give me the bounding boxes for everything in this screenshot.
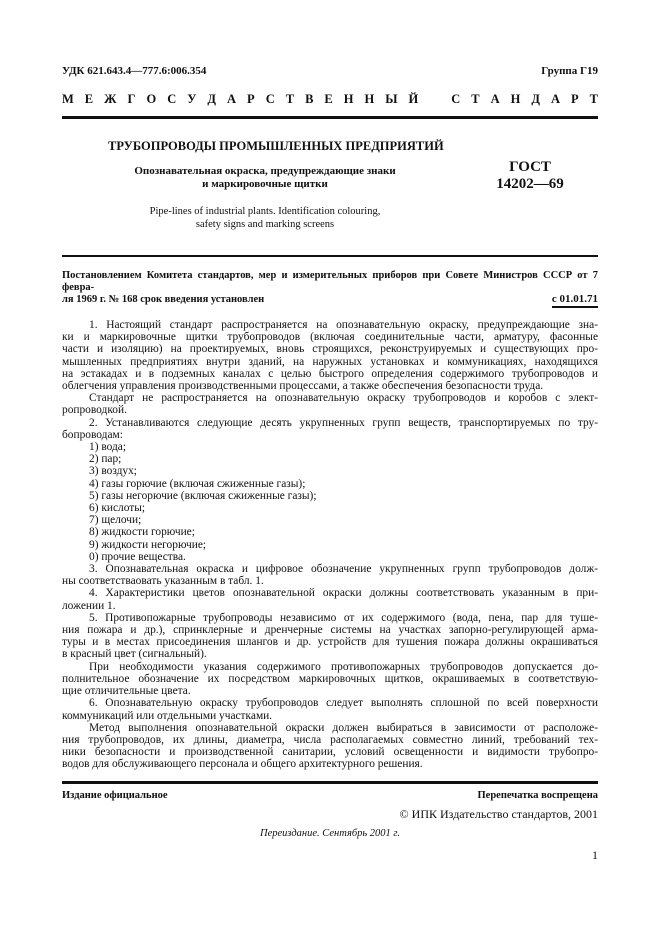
decree-text [62,270,598,307]
paragraph-line: части и изоляцию) на проектируемых, вновь строящихся, реконструируемых и существующих про- [62,343,598,356]
paragraph-line: облегчения управления производственными процессами, а также обеспечения безопасности труда. [62,380,544,393]
paragraph-line: бопроводам: [62,428,123,441]
paragraph-line: 3) воздух; [89,465,137,478]
paragraph [62,453,598,465]
subtitle-line: и маркировочные щитки [202,178,328,190]
paragraph-line: 1. Настоящий стандарт распространяется на опознавательную окраску, предупреждающие зна- [89,319,598,331]
paragraph-line: 4. Характеристики цветов опознавательной окраски должны соответствовать указанным в при- [89,587,598,600]
paragraph-line: водов для обслуживающего персонала и общего архитектурного решения. [62,758,423,771]
effective-date: с 01.01.71 [552,293,598,308]
gost-number: 14202—69 [496,176,564,192]
paragraph-line: туры и в местах присоединения шлангов и др. устройств для тушения пожара должны окрашиваться [62,636,598,649]
paragraph [62,514,598,526]
paragraph [62,551,598,563]
subtitle-line: Опознавательная окраска, предупреждающие знаки [134,165,396,177]
paragraph-line: 1) вода; [89,441,127,454]
reprint-prohibited-label: Перепечатка воспрещена [477,790,598,801]
paragraph-line: полнительное обозначение их посредством маркировочных щитков, окрашиваемых в соответствую- [62,672,598,685]
paragraph-line: 0) прочие вещества. [89,550,186,563]
paragraph [62,319,598,392]
paragraph-line: в красный цвет (сигнальный). [62,648,207,661]
english-title-line: Pipe-lines of industrial plants. Identification colouring, [149,206,381,217]
paragraph [62,465,598,477]
header-rule [62,116,598,119]
paragraph [62,587,598,611]
paragraph-line: 6) кислоты; [89,502,146,515]
paragraph [62,392,598,416]
paragraph-line: ложении 1. [62,599,116,612]
paragraph-line: Стандарт не распространяется на опознавательную окраску трубопроводов и коробов с элект- [89,392,598,405]
group-code: Группа Г19 [541,65,598,77]
paragraph-line: 7) щелочи; [89,514,142,527]
paragraph-line: щие отличительные цвета. [62,685,191,698]
paragraph-line: ропроводкой. [62,404,127,417]
copyright-notice: © ИПК Издательство стандартов, 2001 [399,807,598,821]
paragraph-line: ники безопасности и производственной санитарии, условий освещенности и видимости трубопро- [62,746,598,759]
footer-rule [62,781,598,784]
paragraph [62,722,598,771]
document-subtitle [110,165,420,191]
paragraph-line: на эстакадах и в подземных каналах с целью быстрого определения содержимого трубопроводов и [62,367,598,380]
paragraph [62,661,598,698]
page-number: 1 [592,848,598,862]
document-title: ТРУБОПРОВОДЫ ПРОМЫШЛЕННЫХ ПРЕДПРИЯТИЙ [108,139,444,153]
decree-line: ля 1969 г. № 168 срок введения установлен [62,294,265,306]
official-edition-label: Издание официальное [62,790,168,801]
paragraph-line: 5. Противопожарные трубопроводы независимо от их содержимого (вода, пена, пар для туше- [89,611,598,624]
paragraph [62,526,598,538]
paragraph-line: 8) жидкости горючие; [89,526,195,539]
paragraph-line: ки и маркировочные щитки трубопроводов (включая соединительные части, арматуру, фасонные [62,331,598,344]
paragraph-line: ны соответстваовать указанным в табл. 1. [62,575,264,588]
paragraph [62,612,598,661]
paragraph-line: Метод выполнения опознавательной окраски должен выбираться в зависимости от расположе- [89,721,598,734]
paragraph-line: 2) пар; [89,453,122,466]
reissue-note: Переиздание. Сентябрь 2001 г. [260,828,400,839]
english-title [110,205,420,231]
paragraph [62,563,598,587]
paragraph-line: 4) газы горючие (включая сжиженные газы); [89,477,306,490]
paragraph-line: 5) газы негорючие (включая сжиженные газы); [89,489,317,502]
paragraph [62,502,598,514]
english-title-line: safety signs and marking screens [195,219,335,230]
paragraph [62,417,598,441]
paragraph [62,697,598,721]
paragraph-line: 9) жидкости негорючие; [89,538,207,551]
paragraph-line: ния пожара и др.), спринклерные и дренчерные системы на участках запорно-регулирующей арма- [62,624,598,637]
paragraph [62,478,598,490]
paragraph-line: 3. Опознавательная окраска и цифровое обозначение укрупненных групп трубопроводов долж- [89,563,598,576]
paragraph-line: При необходимости указания содержимого противопожарных трубопроводов допускается до- [89,660,598,673]
paragraph [62,441,598,453]
paragraph-line: 2. Устанавливаются следующие десять укрупненных групп веществ, транспортируемых по тру- [89,416,598,429]
decree-line: Постановлением Комитета стандартов, мер и измерительных приборов при Совете Министров СССР от 7 февра- [62,270,598,294]
paragraph-line: 6. Опознавательную окраску трубопроводов следует выполнять сплошной по всей поверхности [89,697,598,710]
udk-code: УДК 621.643.4—777.6:006.354 [62,65,207,77]
gost-label: ГОСТ [509,159,551,175]
section-rule [62,255,598,257]
paragraph-line: мышленных предприятиях внутри зданий, на наружных установках и коммуникациях, находящихся [62,355,598,368]
paragraph-line: ния трубопроводов, их длины, диаметра, числа располагаемых совместно линий, требований тех- [62,733,598,746]
paragraph [62,490,598,502]
gost-designation [480,159,580,193]
paragraph [62,539,598,551]
standard-type-heading: М Е Ж Г О С У Д А Р С Т В Е Н Н Ы Й С Т А Н Д А Р Т [62,92,598,106]
document-body [62,319,598,771]
paragraph-line: коммуникаций или отдельными участками. [62,709,273,722]
